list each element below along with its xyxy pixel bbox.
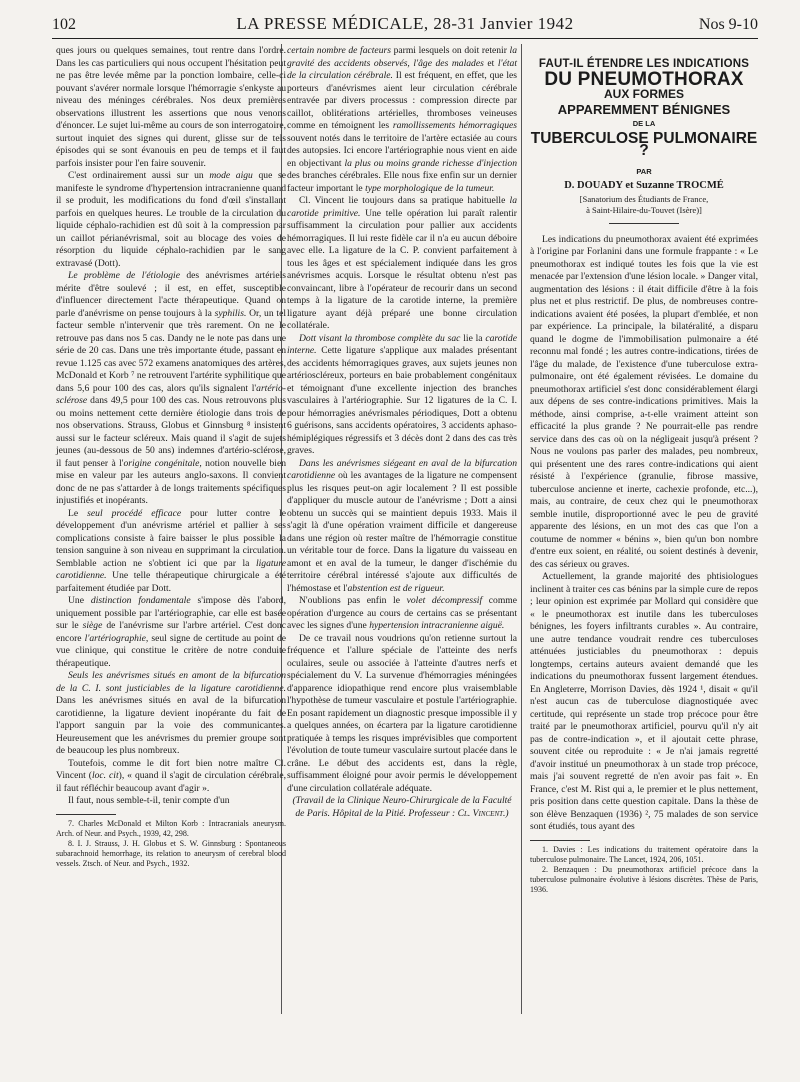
header-rule <box>52 38 758 39</box>
credit-line: (Travail de la Clinique Neuro-Chirurgicale de la Faculté de Paris. Hôpital de la Pitié. Professeur : Cl. Vincent.) <box>292 795 512 819</box>
paragraph: N'oublions pas enfin le volet décompressif comme opération d'urgence au cours de certains cas se présentant avec les signes d'une hypertension intracranienne aiguë. <box>287 595 517 631</box>
masthead: LA PRESSE MÉDICALE, 28-31 Janvier 1942 <box>236 14 574 33</box>
paragraph: Une distinction fondamentale s'impose dès l'abord, uniquement possible par l'artériographie, car elle est basée sur le siège de l'anévrisme sur l'arbre artériel. C'est donc encore l'artériographie, seul signe de certitude au point de vue clinique, qui constitue le critère de notre conduite thérapeutique. <box>56 595 286 669</box>
column-divider-2 <box>521 44 522 1014</box>
byline-par: PAR <box>636 166 652 176</box>
footnote-8: 8. I. J. Strauss, J. H. Globus et S. W. Ginnsburg : Spontaneous subarachnoid hemorrhage, its relation to aneurysm of cerebral blood vessels. Ztsch. of Neur. and Psych., 1932. <box>56 838 286 868</box>
paragraph: Seuls les anévrismes situés en amont de la bifurcation de la C. I. sont justiciables de la ligature carotidienne. Dans les anévrismes situés en aval de la bifurcation carotidienne, la ligature devient inopérante du fait de l'apport sanguin par la voie des communicantes. Heureusement que les anévrismes du premier groupe sont de beaucoup les plus nombreux. <box>56 670 286 756</box>
footnote-7: 7. Charles McDonald et Milton Korb : Intracranials aneurysm. Arch. of Neur. and Psych., 1939, 42, 298. <box>56 818 286 838</box>
paragraph: certain nombre de facteurs parmi lesquels on doit retenir la gravité des accidents observés, l'âge des malades et l'état de la circulation cérébrale. Il est fréquent, en effet, que les porteurs d'anévrismes aient leur circulation cérébrale entravée par divers processus : compression directe par caillot, oblitérations artérielles, thromboses veineuses comme en témoignent les ramollissements hémorragiques souvent notés dans le territoire de l'artère ectasiée au cours des autopsies. Ici encore l'artériographie nous vient en aide en objectivant la plus ou moins grande richesse d'injection des branches cérébrales. Elle nous fixe enfin sur un dernier facteur important le type morphologique de la tumeur. <box>287 45 517 194</box>
paragraph: Il faut, nous semble-t-il, tenir compte d'un <box>68 795 230 806</box>
paragraph: Toutefois, comme le dit fort bien notre maître Cl. Vincent (loc. cit), « quand il s'agit de circulation cérébrale, il faut réfléchir beaucoup avant d'agir ». <box>56 757 286 794</box>
footnote-1: 1. Davies : Les indications du traitement opératoire dans la tuberculose pulmonaire. The Lancet, 1924, 206, 1051. <box>530 844 758 864</box>
title-rule <box>609 223 679 224</box>
column-1 <box>56 45 286 869</box>
paragraph: Les indications du pneumothorax avaient été exprimées à l'origine par Forlanini dans une formule frappante : « Le pneumothorax est indiqué toutes les fois que la vie est menacée par l'extension d'une lésion locale. » Danger vital, augmentation des lésions : il était difficile d'être à la fois plus net et plus restrictif. De plus, de nombreuses contre-indications avaient été posées, la plupart d'emblée, et non par expérience. La principale, la bilatéralité, a disparu quand le dogme de l'immobilisation pulmonaire a été reconnu mal fondé ; les autres contre-indications, tirées de l'âge du malade, de l'existence d'une tuberculose extra-pulmonaire, ont été également révisées. Le domaine du pneumothorax artificiel s'est donc considérablement élargi aux dépens de ses contre-indications primitives. Mais la méthode, ainsi comprise, a-t-elle vraiment atteint son efficacité la plus grande ? Ne pourrait-elle pas rendre service dans des cas où on la négligeait jusqu'à présent ? Nous ne voulons pas parler des malades, peu nombreux, qui présentent une des rares contre-indications qui aient résisté à l'expérience (granulie, fibrose massive, tuberculose ancienne et inerte, cachexie profonde, etc...), mais, au contraire, de ceux chez qui le pneumothorax semble inutile, disproportionné avec le peu de gravité apparente des lésions, en un mot des cas que l'on a coutume de nommer « bénins », bien qu'un bon nombre d'entre eux soient, en réalité, ou soient destinés à devenir, des cas sérieux ou graves. <box>530 233 758 570</box>
page-number: 102 <box>52 16 76 33</box>
column-3 <box>530 48 758 895</box>
footnote-rule <box>56 814 116 815</box>
paragraph: Le problème de l'étiologie des anévrismes artériels mérite d'être soulevé ; il est, en effet, susceptible d'influencer directement l'acte thérapeutique. Quand on parle d'anévrisme on pense toujours à la syphilis. Or, un tel facteur semble n'intervenir que très rarement. On ne le retrouve pas dans nos 5 cas. Dandy ne le note pas dans une série de 20 cas. Dans une très importante étude, passant en revue 1.125 cas avec 572 examens anatomiques des artères, McDonald et Korb ⁷ ne retrouvent l'artérite syphilitique que dans 5,6 pour 100 des cas, alors qu'ils signalent l'artério-sclérose dans 49,5 pour 100 des cas. Nous retrouvons plus ou moins nettement cette dernière étiologie dans trois de nos observations. Strauss, Globus et Ginnsburg ⁸ insistent aussi sur le facteur scléreux. Mais quand il s'agit de sujets jeunes (au-dessous de 50 ans) indemnes d'artério-sclérose, il faut penser à l'origine congénitale, notion nouvelle bien mise en valeur par les auteurs anglo-saxons. Il convient donc de ne pas s'attarder à de longs traitements spécifiques injustifiés et inopérants. <box>56 270 287 506</box>
issue-number: Nos 9-10 <box>698 16 758 33</box>
page-header <box>52 14 758 36</box>
paragraph: ques jours ou quelques semaines, tout rentre dans l'ordre. Dans les cas particuliers qui nous occupent l'hésitation peut ne pas être levée même par la ponction lombaire, celle-ci pouvant s'avérer normale lorsque l'hémorragie s'enkyste au niveau des méninges cérébrales. Nos deux premières observations illustrent les assertions que nous venons d'énoncer. Le sujet lui-même au cours de son interrogatoire, surtout inquiet des signes qui durent, glisse sur de tels épisodes qui se sont évanouis en peu de temps et il faut parfois insister pour l'en faire souvenir. <box>56 45 286 169</box>
paragraph: Actuellement, la grande majorité des phtisiologues inclinent à traiter ces cas bénins par la simple cure de repos ; leur opinion est exprimée par Mollard qui considère que « le pneumothorax est inutile dans les tuberculoses bénignes, les foyers infiltrants curables ». Au contraire, une autre tendance voudrait rendre ces tuberculoses atténuées justiciables du pneumothorax : depuis longtemps, certains auteurs avaient demandé que les indications du pneumothorax fussent largement étendues. En Angleterre, Morrison Davies, dès 1924 ¹, disait « qu'il n'est aucun cas de tuberculose diagnostiquée avec certitude, qui représente un stade trop précoce pour être traité par le pneumothorax artificiel, pourvu qu'il n'y ait pas de contre-indication », et il ajoutait cette phrase, souvent citée ou reproduite : « Je n'ai jamais regretté d'avoir institué un pneumothorax à un stade trop précoce, mais j'ai souvent regretté de n'en avoir pas fait ». En France, c'est M. Rist qui a, le premier et le plus nettement, pris position dans cette question capitale. Dans la thèse de son élève Benzaquen (1936) ², 75 malades de son service sont étudiés, tous ayant des <box>530 571 758 832</box>
column-2 <box>287 45 517 820</box>
article-title-line-3: AUX FORMES <box>603 87 684 101</box>
article-title-line-5: DE LA <box>632 119 656 128</box>
paragraph: Le seul procédé efficace pour lutter contre le développement d'un anévrisme artériel et pallier à ses complications consiste à faire baisser le plus possible la tension sanguine à son niveau en supprimant la circulation. Semblable action ne s'obtient ici que par la ligature carotidienne. Une telle thérapeutique chirurgicale a été parfaitement étudiée par Dott. <box>56 507 286 594</box>
article-title-block <box>530 58 758 224</box>
footnote-2: 2. Benzaquen : Du pneumothorax artificiel précoce dans la tuberculose pulmonaire évolutive à lésions discrètes. Thèse de Paris, 1936. <box>530 864 758 894</box>
article-title-line-2: DU PNEUMOTHORAX <box>544 68 744 90</box>
paragraph: Dott visant la thrombose complète du sac lie la carotide interne. Cette ligature s'applique aux malades présentant des accidents hémorragiques graves, aux sujets jeunes non artérioscléreux, porteurs en baie probablement congénitaux et témoignant d'une excellente injection des branches vasculaires à l'artériographie. Sur 12 ligatures de la C. I. pour hémorragies anévrismales périodiques, Dott a obtenu 6 guérisons, sans accidents opératoires, 3 accidents aphaso-hémiplégiques régressifs et 3 décès dont 2 dans des cas très graves. <box>287 332 517 456</box>
affiliation-line-2: à Saint-Hilaire-du-Touvet (Isère)] <box>586 204 702 215</box>
paragraph: Cl. Vincent lie toujours dans sa pratique habituelle la carotide primitive. Une telle opération lui paraît ralentir suffisamment la circulation pour pallier aux accidents hémorragiques. Il lui reste fidèle car il n'a eu aucun déboire avec elle. La ligature de la C. P. convient parfaitement à tous les âges et est spécialement indiquée dans les gros anévrismes acquis. Lorsque le résultat obtenu n'est pas convaincant, libre à l'opérateur de recourir dans un second temps à la ligature de la carotide interne, la première ligature ayant déjà préparé une bonne circulation collatérale. <box>287 195 517 331</box>
authors: D. DOUADY et Suzanne TROCMÉ <box>564 180 724 191</box>
affiliation-line-1: [Sanatorium des Étudiants de France, <box>579 193 709 204</box>
paragraph: Dans les anévrismes siégeant en aval de la bifurcation carotidienne où les avantages de la ligature ne compensent plus les risques peut-on agir localement ? Il est possible d'appliquer du muscle autour de l'anévrisme ; Dott a ainsi obtenu un succès qui se maintient depuis 1933. Mais il s'agit là d'une opération vraiment difficile et dangereuse dans une région où rester maître de l'hémorragie constitue un véritable tour de force. Dans la ligature du vaisseau en amont et en aval de la tumeur, le danger d'ischémie du territoire cérébral intéressé s'ajoute aux difficultés de l'hémostase et l'abstention est de rigueur. <box>287 457 517 594</box>
paragraph: C'est ordinairement aussi sur un mode aigu que se manifeste le syndrome d'hypertension intracranienne quand il se produit, les modifications du fond d'œil s'installant parfois en quelques heures. Le trouble de la circulation du liquide céphalo-rachidien est dû soit à la compression par un caillot périanévrismal, soit au blocage des voies de résorption du liquide céphalo-rachidien par le sang extravasé (Dott). <box>56 170 287 269</box>
article-title-line-6: TUBERCULOSE PULMONAIRE ? <box>530 129 758 159</box>
article-title-line-1: FAUT-IL ÉTENDRE LES INDICATIONS <box>538 58 750 70</box>
article-title-line-4: APPAREMMENT BÉNIGNES <box>557 101 731 117</box>
paragraph: De ce travail nous voudrions qu'on retienne surtout la fréquence et l'allure spéciale de l'atteinte des nerfs oculaires, seule ou associée à l'atteinte d'autres nerfs et spécialement du V. La survenue d'hémorragies méningées d'apparence idiopathique rend encore plus vraisemblable l'hypothèse de tumeur vasculaire et postule l'artériographie. En posant rapidement un diagnostic presque impossible il y a quelques années, on écartera par la ligature carotidienne pratiquée à temps les risques imprévisibles que comportent l'évolution de toute tumeur vasculaire surtout placée dans le crâne. Le début des accidents est, dans la règle, suffisamment éloigné pour avoir permis le développement d'une circulation collatérale adéquate. <box>287 632 517 794</box>
footnote-rule <box>530 840 590 841</box>
